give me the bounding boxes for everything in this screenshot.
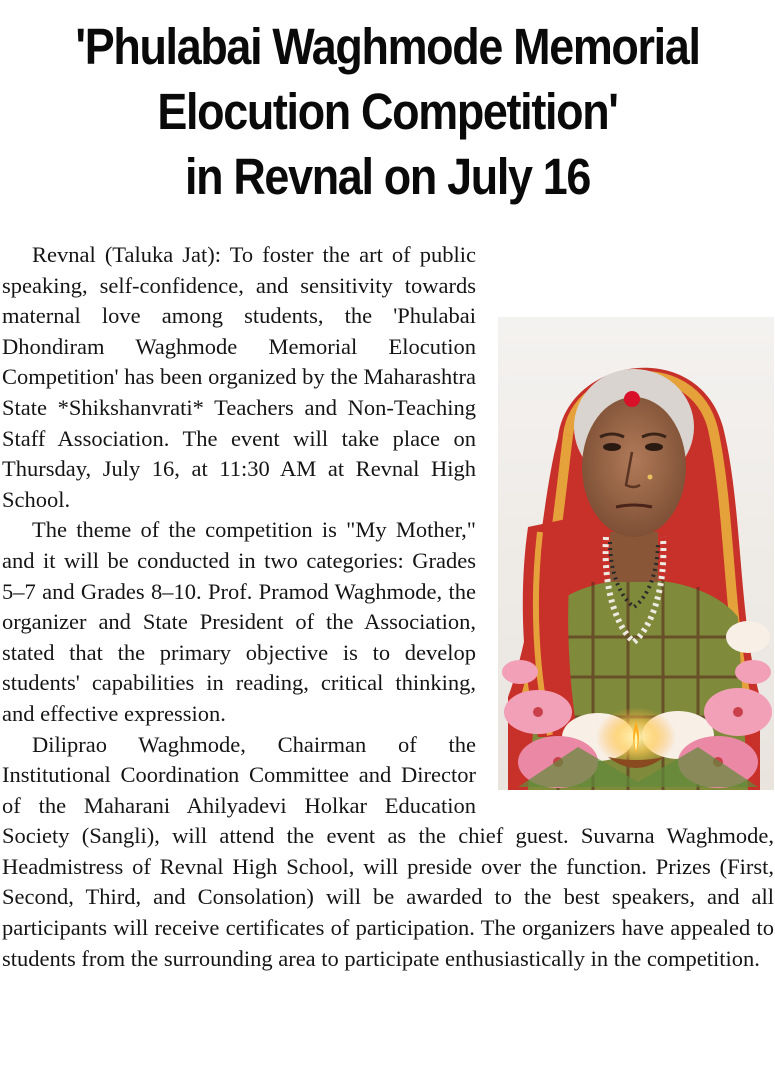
- headline: [47, 14, 729, 209]
- headline-line-3: in Revnal on July 16: [184, 148, 591, 205]
- article-paragraph-3: Diliprao Waghmode, Chairman of the Institutional Coordination Committee and Director of the Maharani Ahilyadevi Holkar Education Society (Sangli), will attend the event as the chief guest. Suvarna Waghmode, Headmistress of Revnal High School, will preside over the function. Prizes (First, Second, Third, and Consolation) will be awarded to the best speakers, and all participants will receive certificates of participation. The organizers have appealed to students from the surrounding area to participate enthusiastically in the competition.: [2, 731, 774, 971]
- headline-line-1: 'Phulabai Waghmode Memorial: [75, 18, 700, 75]
- article-paragraph-1: Revnal (Taluka Jat): To foster the art of public speaking, self-confidence, and sensitivity towards maternal love among students, the 'Phulabai Dhondiram Waghmode Memorial Elocution Competition' has been organized by the Maharashtra State *Shikshanvrati* Teachers and Non-Teaching Staff Association. The event will take place on Thursday, July 16, at 11:30 AM at Revnal High School.: [2, 242, 476, 512]
- headline-line-2: Elocution Competition': [157, 83, 618, 140]
- portrait-photo: [498, 317, 774, 790]
- portrait-illustration: [498, 317, 774, 790]
- article-body: [2, 240, 774, 974]
- article-paragraph-2: The theme of the competition is "My Mother," and it will be conducted in two categories: Grades 5–7 and Grades 8–10. Prof. Pramod Waghmode, the organizer and State President of the Association, stated that the primary objective is to develop students' capabilities in reading, critical thinking, and effective expression.: [2, 517, 476, 726]
